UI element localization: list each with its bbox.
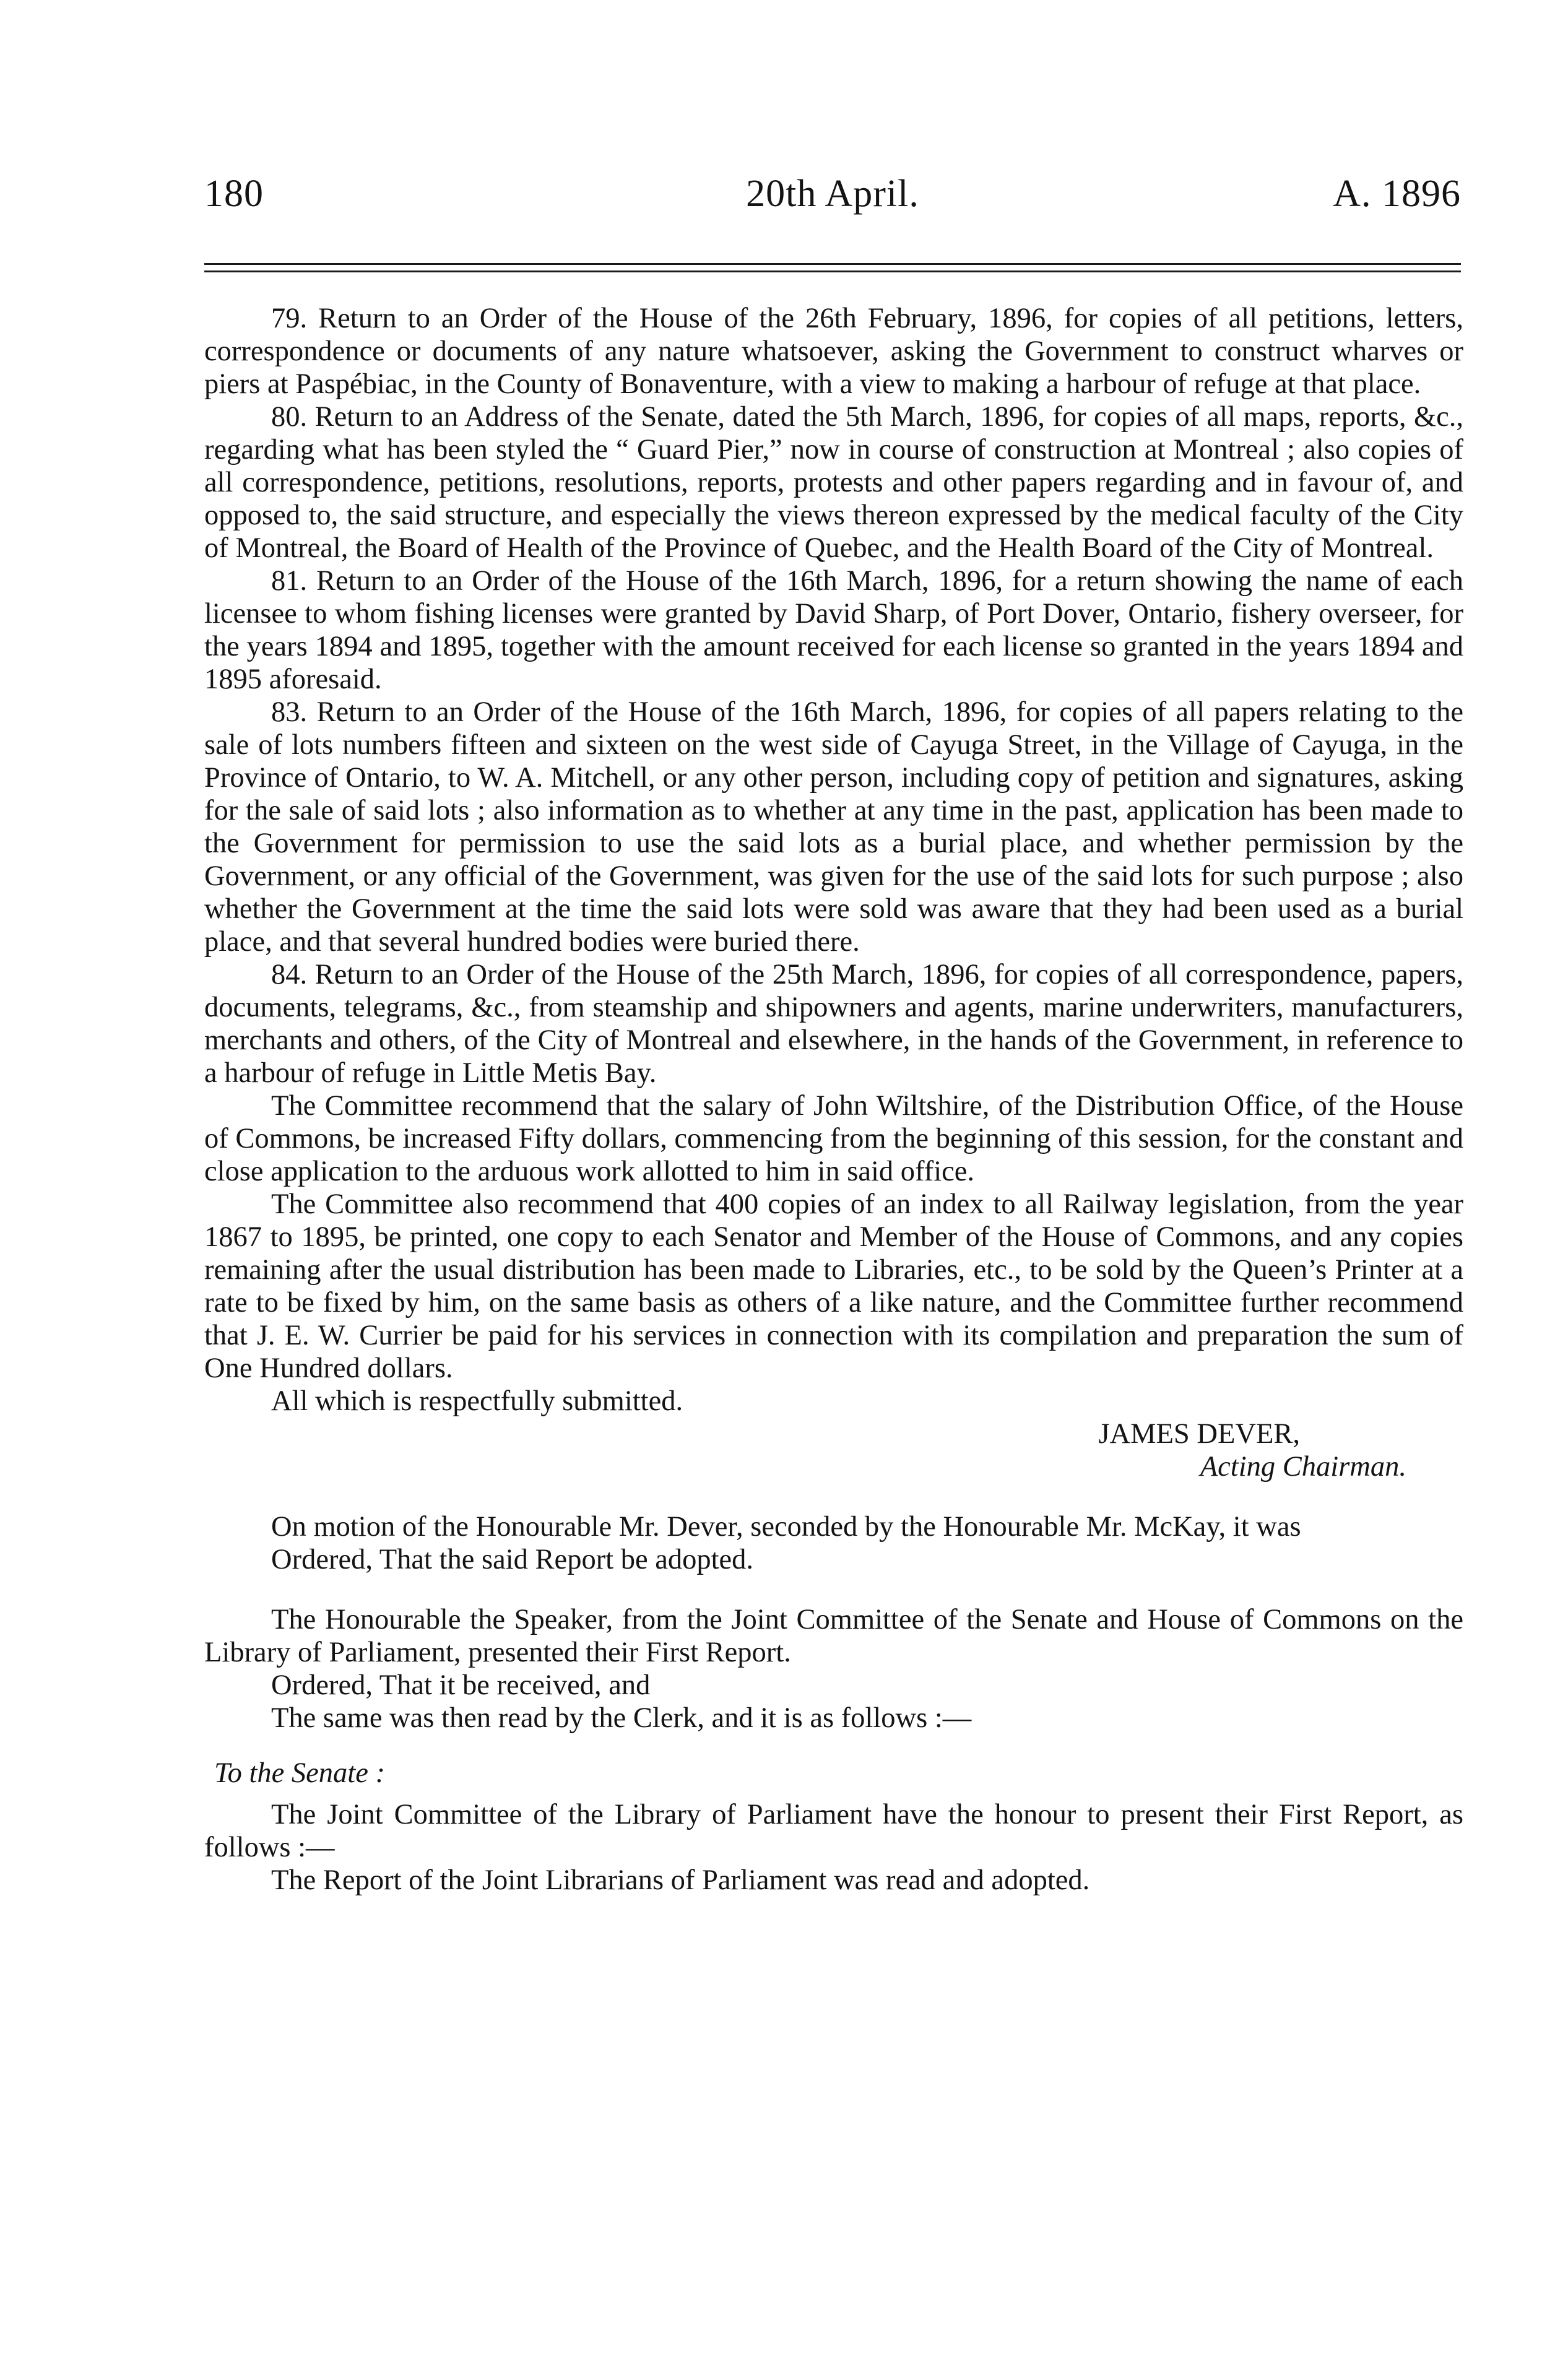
salary-recommendation: The Committee recommend that the salary of John Wiltshire, of the Distribution Office, of the House of Commons, be increased Fifty dollars, commencing from the beginning of this session, for the constant and close application to the arduous work allotted to him in said office. xyxy=(204,1090,1463,1187)
header-date: 20th April. xyxy=(746,173,919,215)
report-address: To the Senate : xyxy=(214,1757,385,1789)
signatory-name: JAMES DEVER, xyxy=(1098,1418,1300,1450)
return-item-79: 79. Return to an Order of the House of the 26th February, 1896, for copies of all petitions, letters, correspondence or documents of any nature whatsoever, asking the Government to construct wharves or piers at Paspébiac, in the County of Bonaventure, with a view to making a harbour of refuge at that place. xyxy=(204,303,1463,400)
page-number: 180 xyxy=(204,173,264,215)
index-recommendation: The Committee also recommend that 400 copies of an index to all Railway legislation, from the year 1867 to 1895, be printed, one copy to each Senator and Member of the House of Commons, and any copies remaining after the usual distribution has been made to Libraries, etc., to be sold by the Queen’s Printer at a rate to be fixed by him, on the same basis as others of a like nature, and the Committee further recommend that J. E. W. Currier be paid for his services in connection with its compilation and preparation the sum of One Hundred dollars. xyxy=(204,1188,1463,1384)
return-item-83: 83. Return to an Order of the House of the 16th March, 1896, for copies of all papers relating to the sale of lots numbers fifteen and sixteen on the west side of Cayuga Street, in the Village of Cayuga, in the Province of Ontario, to W. A. Mitchell, or any other person, including copy of petition and signatures, asking for the sale of said lots ; also information as to whether at any time in the past, application has been made to the Government for permission to use the said lots as a burial place, and whether permission by the Government, or any official of the Government, was given for the use of the said lots for such purpose ; also whether the Government at the time the said lots were sold was aware that they had been used as a burial place, and that several hundred bodies were buried there. xyxy=(204,696,1463,958)
document-body xyxy=(204,302,1463,1897)
library-report-intro: The Honourable the Speaker, from the Joint Committee of the Senate and House of Commons on the Library of Parliament, presented their First Report. xyxy=(204,1604,1463,1668)
running-header xyxy=(204,172,1461,216)
section-gap xyxy=(204,1790,1463,1798)
signatory-title: Acting Chairman. xyxy=(1200,1451,1406,1483)
library-report-read: The same was then read by the Clerk, and it is as follows :— xyxy=(271,1702,972,1734)
header-rule-bottom xyxy=(204,271,1461,272)
library-report-ordered: Ordered, That it be received, and xyxy=(271,1669,651,1701)
return-item-81: 81. Return to an Order of the House of the 16th March, 1896, for a return showing the name of each licensee to whom fishing licenses were granted by David Sharp, of Port Dover, Ontario, fishery overseer, for the years 1894 and 1895, together with the amount received for each license so granted in the years 1894 and 1895 aforesaid. xyxy=(204,565,1463,695)
report-body: The Report of the Joint Librarians of Parliament was read and adopted. xyxy=(271,1864,1090,1896)
header-year: A. 1896 xyxy=(1333,173,1461,215)
section-gap xyxy=(204,1734,1463,1757)
header-rule-top xyxy=(204,263,1461,265)
section-gap xyxy=(204,1483,1463,1510)
section-gap xyxy=(204,1576,1463,1603)
report-intro: The Joint Committee of the Library of Parliament have the honour to present their First Report, as follows :— xyxy=(204,1799,1463,1863)
motion-text: On motion of the Honourable Mr. Dever, seconded by the Honourable Mr. McKay, it was xyxy=(271,1511,1301,1543)
return-item-84: 84. Return to an Order of the House of the 25th March, 1896, for copies of all correspondence, papers, documents, telegrams, &c., from steamship and shipowners and agents, marine underwriters, manufacturers, merchants and others, of the City of Montreal and elsewhere, in the hands of the Government, in reference to a harbour of refuge in Little Metis Bay. xyxy=(204,959,1463,1089)
return-item-80: 80. Return to an Address of the Senate, dated the 5th March, 1896, for copies of all maps, reports, &c., regarding what has been styled the “ Guard Pier,” now in course of construction at Montreal ; also copies of all correspondence, petitions, resolutions, reports, protests and other papers regarding and in favour of, and opposed to, the said structure, and especially the views thereon expressed by the medical faculty of the City of Montreal, the Board of Health of the Province of Quebec, and the Health Board of the City of Montreal. xyxy=(204,401,1463,564)
submission-line: All which is respectfully submitted. xyxy=(271,1385,683,1417)
motion-ordered: Ordered, That the said Report be adopted. xyxy=(271,1544,754,1575)
